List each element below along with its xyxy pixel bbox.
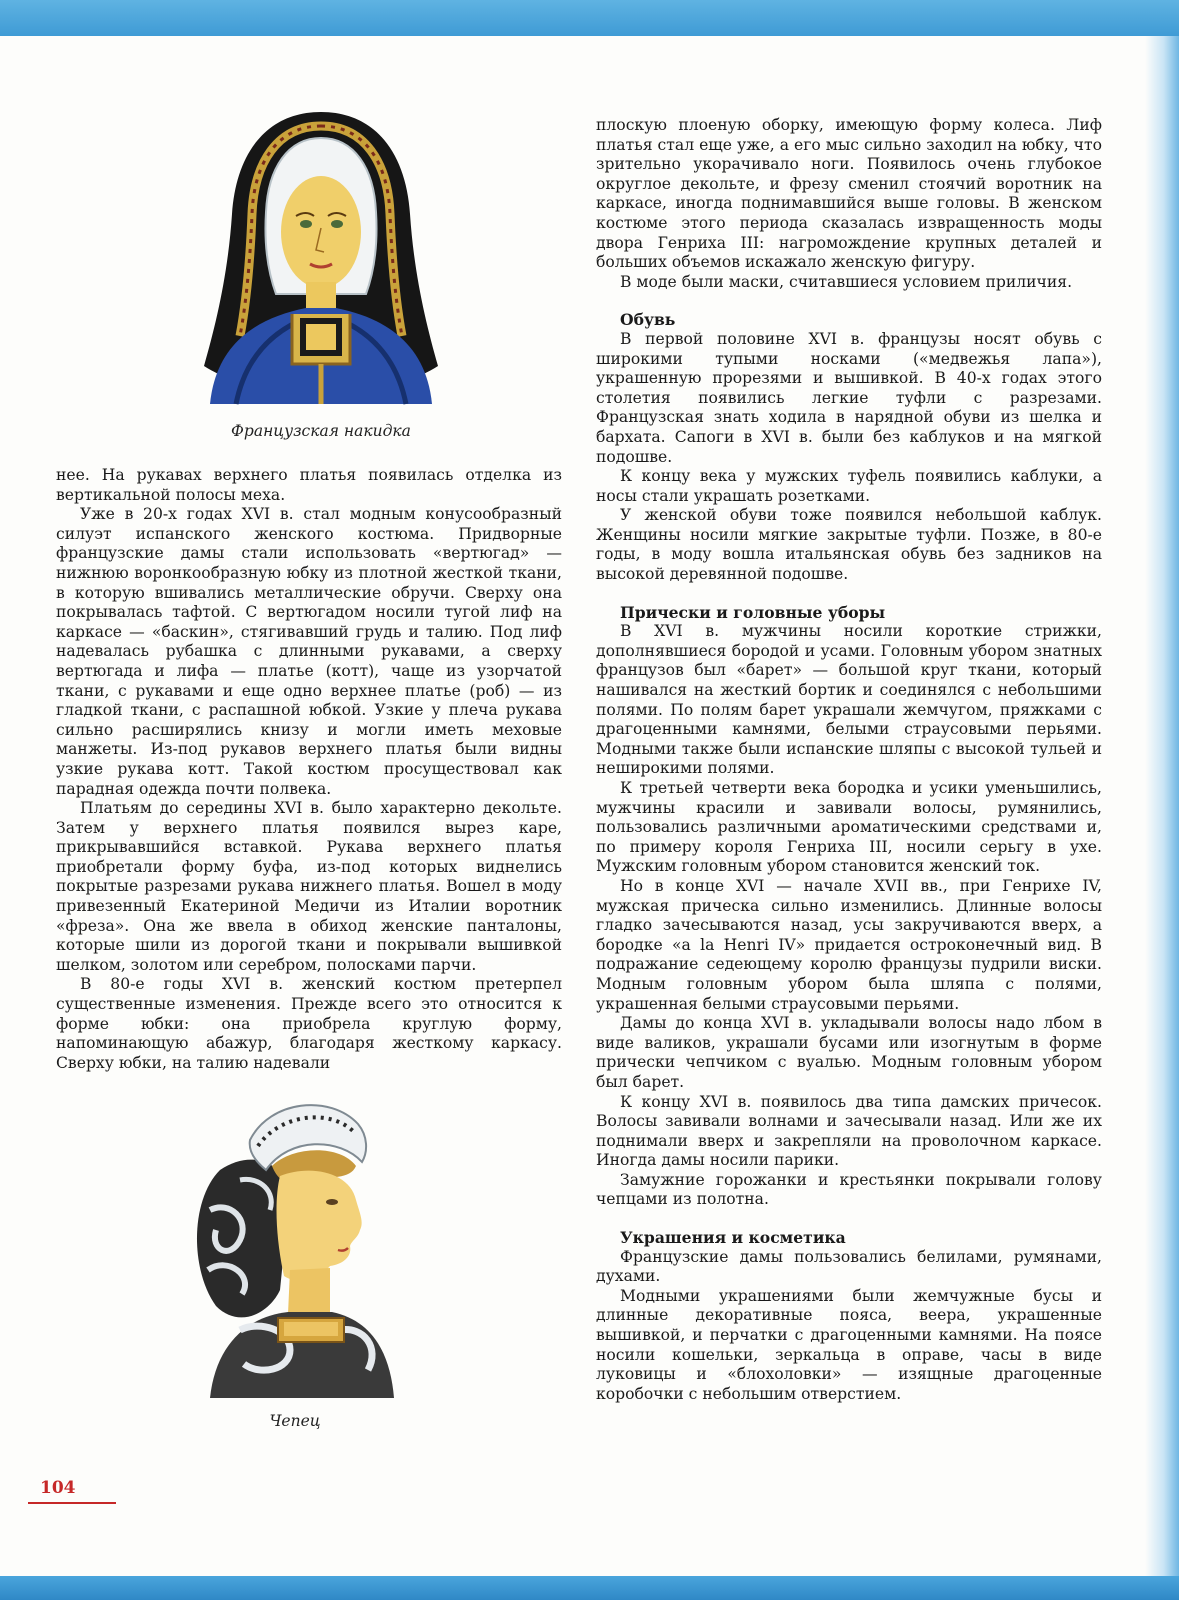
section-heading: Прически и головные уборы [620, 602, 886, 622]
portrait-coif-icon [180, 1080, 410, 1400]
left-text-column [56, 466, 562, 1073]
figure-caption-french-hood: Французская накидка [231, 422, 411, 440]
section-heading: Украшения и косметика [620, 1228, 846, 1248]
paragraph: Платьям до середины XVI в. было характерно декольте. Затем у верхнего платья появился вырез каре, прикрывавшийся вставкой. Рукава верхнего платья приобретали форму буфа, из-под которых виднелись покрытые разрезами рукава нижнего платья. Вошел в моду привезенный Екатериной Медичи из Италии воротник «фреза». Она же ввела в обиход женские панталоны, которые шили из дорогой ткани и покрывали вышивкой шелком, золотом или серебром, полосками парчи. [56, 799, 562, 974]
top-color-band [0, 0, 1179, 36]
paragraph: Но в конце XVI — начале XVII вв., при Генрихе IV, мужская прическа сильно изменились. Длинные волосы гладко зачесываются назад, усы закручиваются вверх, а бородке «a la Henri IV» придается остроконечный вид. В подражание седеющему королю французы пудрили виски. Модным головным убором была шляпа с полями, украшенная белыми страусовыми перьями. [596, 876, 1102, 1013]
paragraph: В XVI в. мужчины носили короткие стрижки, дополнявшиеся бородой и усами. Головным убором знатных французов был «барет» — большой круг ткани, который нашивался на жесткий бортик и соединялся с небольшими полями. По полям барет украшали жемчугом, пряжками с драгоценными камнями, белыми страусовыми перьями. Модными также были испанские шляпы с высокой тульей и неширокими полями. [596, 622, 1102, 778]
paragraph: В 80-е годы XVI в. женский костюм претерпел существенные изменения. Прежде всего это относится к форме юбки: она приобрела круглую форму, напоминающую абажур, благодаря жесткому каркасу. Сверху юбки, на талию надевали [56, 975, 562, 1072]
bottom-color-band [0, 1576, 1179, 1600]
paragraph: Дамы до конца XVI в. укладывали волосы надо лбом в виде валиков, украшали бусами или изогнутым в форме прически чепчиком с вуалью. Модным головным убором был барет. [596, 1014, 1102, 1091]
page-number: 104 [40, 1478, 76, 1498]
paragraph: плоскую плоеную оборку, имеющую форму колеса. Лиф платья стал еще уже, а его мыс сильно заходил на юбку, что зрительно укорачивало ноги. Появилось очень глубокое округлое декольте, и фрезу сменил стоячий воротник на каркасе, иногда поднимавшийся выше головы. В женском костюме этого периода сказалась извращенность моды двора Генриха III: нагромождение крупных деталей и больших объемов искажало женскую фигуру. [596, 116, 1102, 272]
right-color-band [1145, 36, 1179, 1576]
right-text-column [596, 116, 1102, 1404]
paragraph: Модными украшениями были жемчужные бусы и длинные декоративные пояса, веера, украшенные вышивкой, и перчатки с драгоценными камнями. На поясе носили кошельки, зеркальца в оправе, часы в виде луковицы и «блохоловки» — изящные драгоценные коробочки с небольшим отверстием. [596, 1286, 1102, 1403]
figure-caption-coif: Чепец [269, 1412, 321, 1430]
portrait-french-hood-icon [196, 104, 446, 414]
paragraph: К концу XVI в. появилось два типа дамских причесок. Волосы завивали волнами и зачесывали назад. Или же их поднимали вверх и закрепляли на проволочном каркасе. Иногда дамы носили парики. [596, 1092, 1102, 1170]
paragraph: У женской обуви тоже появился небольшой каблук. Женщины носили мягкие закрытые туфли. Позже, в 80-е годы, в моду вошла итальянская обувь без задников на высокой деревянной подошве. [596, 506, 1102, 584]
paragraph: В первой половине XVI в. французы носят обувь с широкими тупыми носками («медвежья лапа»), украшенную прорезями и вышивкой. В 40-х годах этого столетия появились легкие туфли с разрезами. Французская знать ходила в нарядной обуви из шелка и бархата. Сапоги в XVI в. были без каблуков и на мягкой подошве. [596, 329, 1102, 466]
paragraph: Французские дамы пользовались белилами, румянами, духами. [596, 1247, 1102, 1286]
paragraph: Замужние горожанки и крестьянки покрывали голову чепцами из полотна. [596, 1170, 1102, 1209]
paragraph: нее. На рукавах верхнего платья появилась отделка из вертикальной полосы меха. [56, 466, 562, 504]
paragraph: К концу века у мужских туфель появились каблуки, а носы стали украшать розетками. [596, 467, 1102, 505]
paragraph: К третьей четверти века бородка и усики уменьшились, мужчины красили и завивали волосы, румянились, пользовались различными ароматическими средствами и, по примеру короля Генриха III, носили серьгу в ухе. Мужским головным убором становится женский ток. [596, 779, 1102, 876]
page-number-rule [28, 1502, 116, 1504]
paragraph: Уже в 20-х годах XVI в. стал модным конусообразный силуэт испанского женского костюма. Придворные французские дамы стали использовать «вертюгад» — нижнюю воронкообразную юбку из плотной жесткой ткани, в которую вшивались металлические обручи. Сверху она покрывалась тафтой. С вертюгадом носили тугой лиф на каркасе — «баскин», стягивавший грудь и талию. Под лиф надевалась рубашка с длинными рукавами, а сверху вертюгада и лифа — платье (котт), чаще из узорчатой ткани, с рукавами и еще одно верхнее платье (роб) — из гладкой ткани, с распашной юбкой. Узкие у плеча рукава сильно расширялись книзу и могли иметь меховые манжеты. Из-под рукавов верхнего платья были видны узкие рукава котт. Такой костюм просуществовал как парадная одежда почти полвека. [56, 505, 562, 798]
section-heading: Обувь [620, 310, 676, 330]
paragraph: В моде были маски, считавшиеся условием приличия. [620, 272, 1073, 291]
